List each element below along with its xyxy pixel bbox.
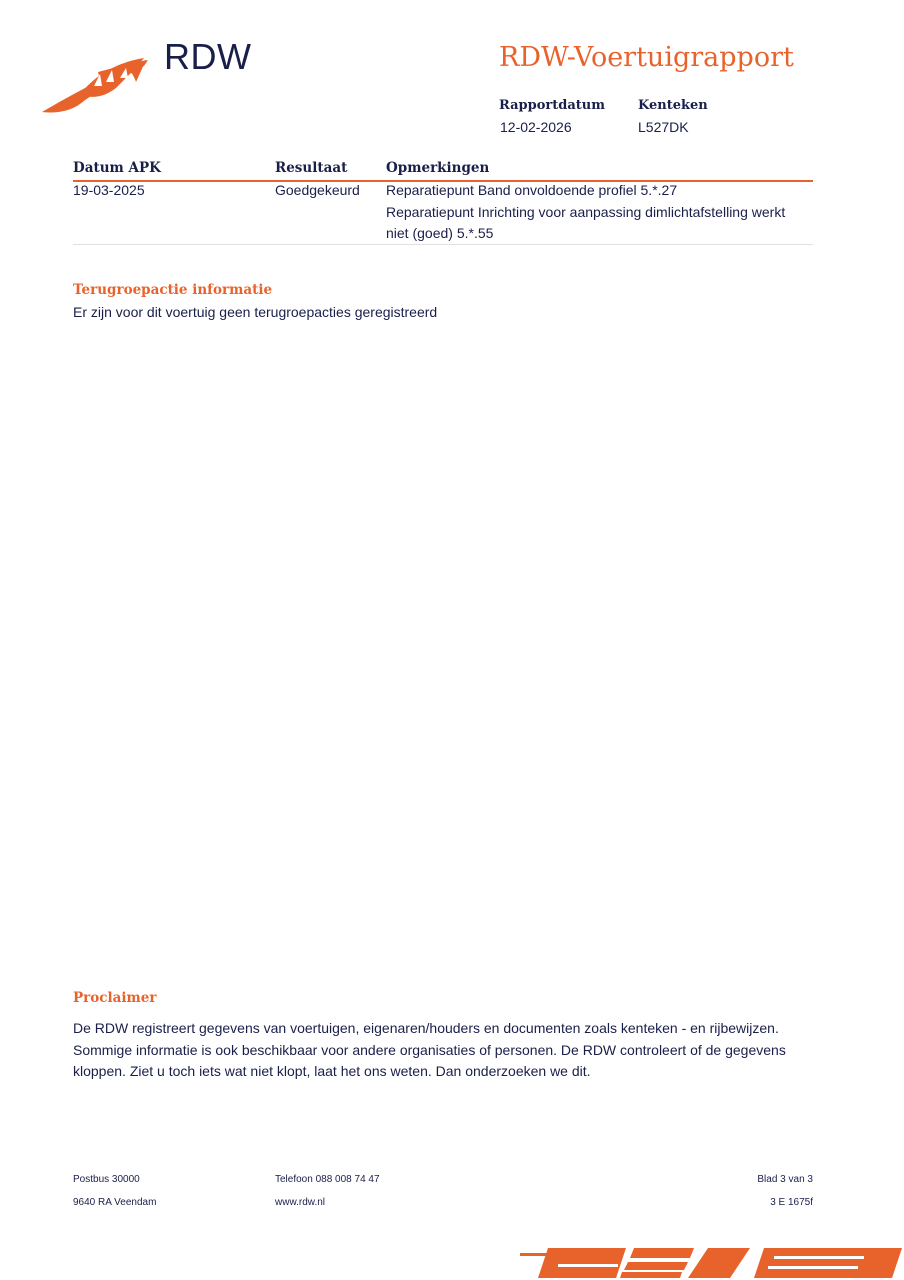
footer-address-line1: Postbus 30000 xyxy=(73,1174,140,1185)
proclaimer-line: De RDW registreert gegevens van voertuigen, eigenaren/houders en documenten zoals kenteken - en rijbewijzen. xyxy=(73,1020,779,1036)
proclaimer-text xyxy=(73,1018,813,1083)
rapportdatum-label: Rapportdatum xyxy=(499,98,605,113)
cell-opmerking-line: Reparatiepunt Inrichting voor aanpassing dimlichtafstelling werkt xyxy=(386,203,786,220)
column-header-resultaat: Resultaat xyxy=(275,160,348,176)
cell-resultaat: Goedgekeurd xyxy=(275,182,360,198)
recall-heading: Terugroepactie informatie xyxy=(73,282,273,298)
proclaimer-heading: Proclaimer xyxy=(73,990,157,1006)
kenteken-label: Kenteken xyxy=(638,98,708,113)
footer-website[interactable]: www.rdw.nl xyxy=(275,1197,326,1208)
rapportdatum-value: 12-02-2026 xyxy=(500,119,572,135)
proclaimer-line: kloppen. Ziet u toch iets wat niet klopt, laat het ons weten. Dan onderzoeken we dit. xyxy=(73,1063,591,1079)
cell-opmerking-line: Reparatiepunt Band onvoldoende profiel 5.*.27 xyxy=(386,182,678,198)
report-title: RDW-Voertuigrapport xyxy=(499,42,794,73)
column-header-opmerkingen: Opmerkingen xyxy=(386,160,490,176)
row-divider xyxy=(73,244,813,245)
footer-address-line2: 9640 RA Veendam xyxy=(73,1197,157,1208)
cell-opmerking-line: niet (goed) 5.*.55 xyxy=(386,225,494,241)
footer-code: 3 E 1675f xyxy=(770,1197,813,1208)
column-header-datum-apk: Datum APK xyxy=(73,160,161,176)
proclaimer-line: Sommige informatie is ook beschikbaar voor andere organisaties of personen. De RDW controleert of de gegevens xyxy=(73,1041,786,1058)
footer-phone: Telefoon 088 008 74 47 xyxy=(275,1174,380,1185)
footer-page-number: Blad 3 van 3 xyxy=(757,1174,813,1185)
footer-stripes-decoration-icon xyxy=(518,1244,904,1280)
logo-wordmark: RDW xyxy=(164,36,252,77)
kenteken-value: L527DK xyxy=(638,119,689,135)
cell-datum: 19-03-2025 xyxy=(73,182,145,198)
recall-text: Er zijn voor dit voertuig geen terugroepacties geregistreerd xyxy=(73,304,438,320)
